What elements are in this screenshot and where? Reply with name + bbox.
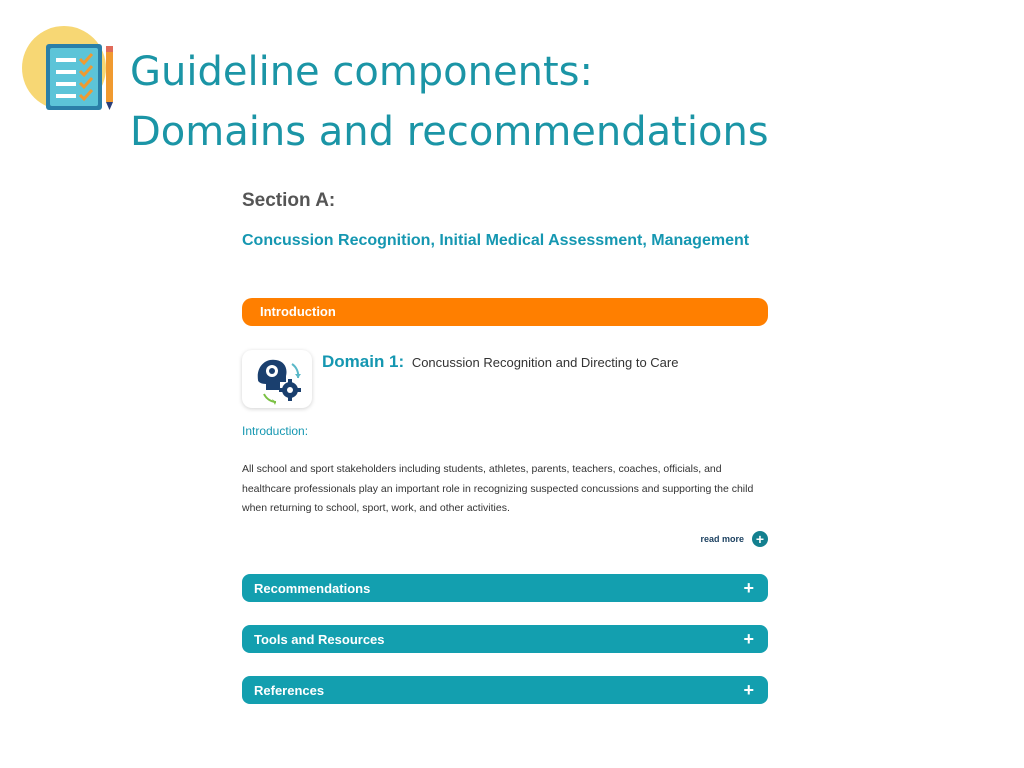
accordion-references[interactable] — [242, 676, 768, 704]
slide-title-line-1: Guideline components: — [130, 49, 593, 95]
logo — [22, 24, 114, 114]
accordion-label: Recommendations — [254, 580, 371, 596]
read-more-label[interactable]: read more — [700, 534, 744, 544]
plus-circle-icon[interactable]: + — [752, 531, 768, 547]
intro-label: Introduction: — [242, 424, 309, 438]
domain-label: Domain 1: — [322, 352, 405, 371]
accordion-label: References — [254, 682, 325, 698]
slide-title-line-2: Domains and recommendations — [130, 109, 769, 155]
section-label: Section A: — [242, 190, 336, 211]
intro-text: All school and sport stakeholders including students, athletes, parents, teachers, coaches, officials, and healthcare professionals play an important role in recognizing suspected concussions and supporting the child when returning to school, sport, work, and other activities. — [242, 463, 754, 514]
slide-title — [130, 42, 769, 162]
plus-icon[interactable]: + — [743, 628, 754, 649]
accordion-tools-resources[interactable] — [242, 625, 768, 653]
head-gear-cycle-icon — [252, 352, 304, 406]
accordion-recommendations[interactable] — [242, 574, 768, 602]
plus-icon[interactable]: + — [743, 679, 754, 700]
plus-icon[interactable]: + — [743, 577, 754, 598]
domain-title: Concussion Recognition and Directing to Care — [411, 355, 679, 370]
domain-icon-box — [242, 350, 312, 408]
introduction-tab[interactable]: Introduction — [242, 298, 768, 326]
domain-heading — [322, 352, 678, 372]
read-more-link[interactable] — [700, 531, 768, 547]
accordion-label: Tools and Resources — [254, 631, 385, 647]
section-subtitle: Concussion Recognition, Initial Medical Assessment, Management — [242, 232, 750, 249]
checklist-pencil-icon — [42, 38, 134, 118]
